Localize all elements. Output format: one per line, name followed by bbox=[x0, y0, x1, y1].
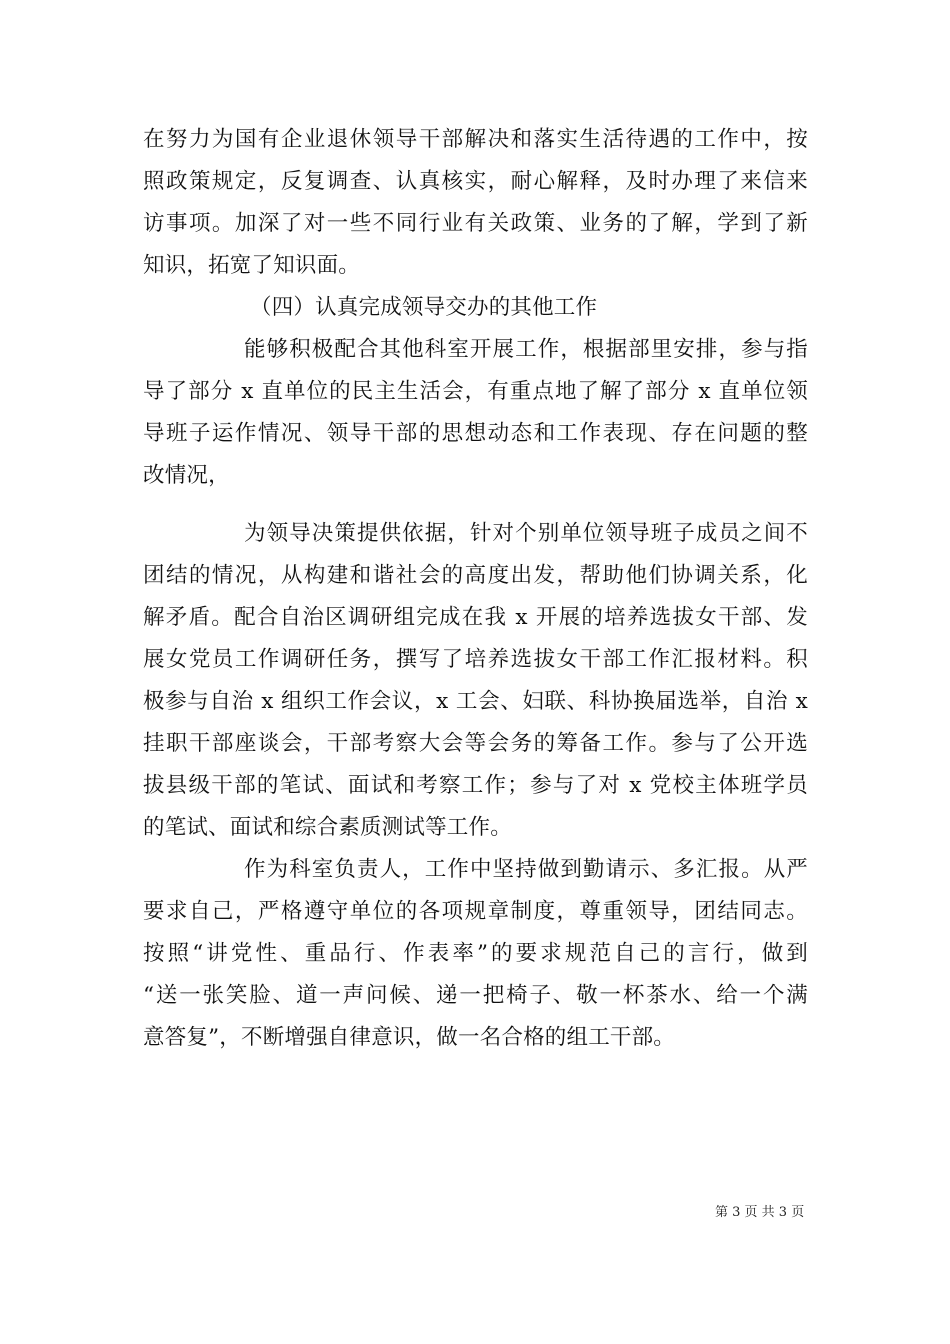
text-line: 改情况， bbox=[143, 463, 230, 488]
text-line: 挂职干部座谈会，干部考察大会等会务的筹备工作。参与了公开选 bbox=[143, 731, 808, 756]
text-line: 要求自己，严格遵守单位的各项规章制度，尊重领导，团结同志。 bbox=[143, 899, 808, 924]
section-heading-text: （四）认真完成领导交办的其他工作 bbox=[250, 295, 598, 320]
text-line: 作为科室负责人，工作中坚持做到勤请示、多汇报。从严 bbox=[244, 857, 808, 882]
text-line: “送一张笑脸、道一声问候、递一把椅子、敬一杯茶水、给一个满 bbox=[143, 983, 808, 1008]
paragraph-decision-support bbox=[143, 513, 808, 849]
text-line: 知识，拓宽了知识面。 bbox=[143, 253, 361, 278]
paragraph-retiree-work bbox=[143, 119, 808, 287]
paragraph-gap bbox=[143, 497, 808, 513]
text-line: 按照“讲党性、重品行、作表率”的要求规范自己的言行，做到 bbox=[143, 941, 808, 966]
text-line: 照政策规定，反复调查、认真核实，耐心解释，及时办理了来信来 bbox=[143, 169, 808, 194]
text-line: 解矛盾。配合自治区调研组完成在我 x 开展的培养选拔女干部、发 bbox=[143, 605, 808, 630]
text-line: 极参与自治 x 组织工作会议，x 工会、妇联、科协换届选举，自治 x bbox=[143, 689, 808, 714]
page-number: 第 3 页 共 3 页 bbox=[715, 1205, 805, 1220]
text-line: 能够积极配合其他科室开展工作，根据部里安排，参与指 bbox=[244, 337, 808, 362]
section-heading bbox=[143, 287, 808, 329]
text-line: 导了部分 x 直单位的民主生活会，有重点地了解了部分 x 直单位领 bbox=[143, 379, 808, 404]
text-line: 意答复”，不断增强自律意识，做一名合格的组工干部。 bbox=[143, 1025, 675, 1050]
paragraph-cooperation bbox=[143, 329, 808, 497]
text-line: 导班子运作情况、领导干部的思想动态和工作表现、存在问题的整 bbox=[143, 421, 808, 446]
text-line: 为领导决策提供依据，针对个别单位领导班子成员之间不 bbox=[244, 521, 808, 546]
text-line: 展女党员工作调研任务，撰写了培养选拔女干部工作汇报材料。积 bbox=[143, 647, 808, 672]
text-line: 访事项。加深了对一些不同行业有关政策、业务的了解，学到了新 bbox=[143, 211, 808, 236]
text-line: 的笔试、面试和综合素质测试等工作。 bbox=[143, 815, 512, 840]
body-text bbox=[143, 119, 808, 1059]
text-line: 拔县级干部的笔试、面试和考察工作；参与了对 x 党校主体班学员 bbox=[143, 773, 808, 798]
text-line: 团结的情况，从构建和谐社会的高度出发，帮助他们协调关系，化 bbox=[143, 563, 808, 588]
text-line: 在努力为国有企业退休领导干部解决和落实生活待遇的工作中，按 bbox=[143, 127, 808, 152]
paragraph-self-discipline bbox=[143, 849, 808, 1059]
